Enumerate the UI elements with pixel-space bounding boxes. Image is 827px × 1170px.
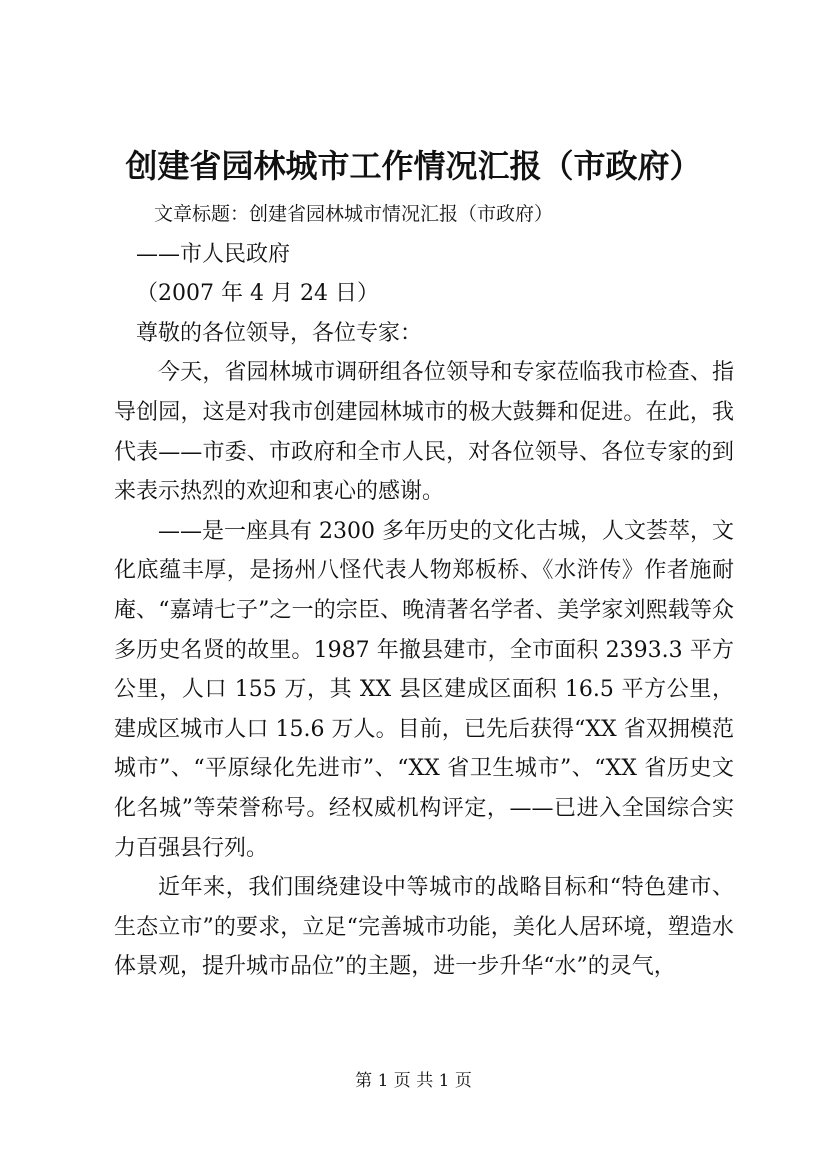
paragraph-text: 近年来，我们围绕建设中等城市的战略目标和“特色建市、生态立市”的要求，立足“完善城市功能，美化人居环境，塑造水体景观，提升城市品位”的主题，进一步升华“水”的灵气， (114, 875, 734, 980)
paragraph-city-intro (114, 512, 734, 868)
report-date: （2007 年 4 月 24 日） (136, 281, 379, 307)
paragraph-recent-years (114, 868, 734, 987)
document-title: 创建省园林城市工作情况汇报（市政府） (125, 147, 702, 185)
paragraph-text: ——是一座具有 2300 多年历史的文化古城，人文荟萃，文化底蕴丰厚，是扬州八怪代表人物郑板桥、《水浒传》作者施耐庵、“嘉靖七子”之一的宗臣、晚清著名学者、美学家刘熙载等众多历史名贤的故里。1987 年撤县建市，全市面积 2393.3 平方公里，人口 155 万，其 XX 县区建成区面积 16.5 平方公里，建成区城市人口 15.6 万人。目前，已先后获得“XX 省双拥模范城市”、“平原绿化先进市”、“XX 省卫生城市”、“XX 省历史文化名城”等荣誉称号。经权威机构评定，——已进入全国综合实力百强县行列。 (114, 518, 734, 861)
document-body (114, 195, 734, 987)
paragraph-text: 今天，省园林城市调研组各位领导和专家莅临我市检查、指导创园，这是对我市创建园林城市的极大鼓舞和促进。在此，我代表——市委、市政府和全市人民，对各位领导、各位专家的到来表示热烈的欢迎和衷心的感谢。 (114, 360, 734, 505)
paragraph-welcome (114, 353, 734, 511)
page-footer: 第 1 页 共 1 页 (355, 1071, 472, 1091)
byline: ——市人民政府 (136, 241, 291, 267)
article-subtitle: 文章标题：创建省园林城市情况汇报（市政府） (154, 203, 554, 225)
salutation: 尊敬的各位领导，各位专家： (136, 320, 423, 346)
